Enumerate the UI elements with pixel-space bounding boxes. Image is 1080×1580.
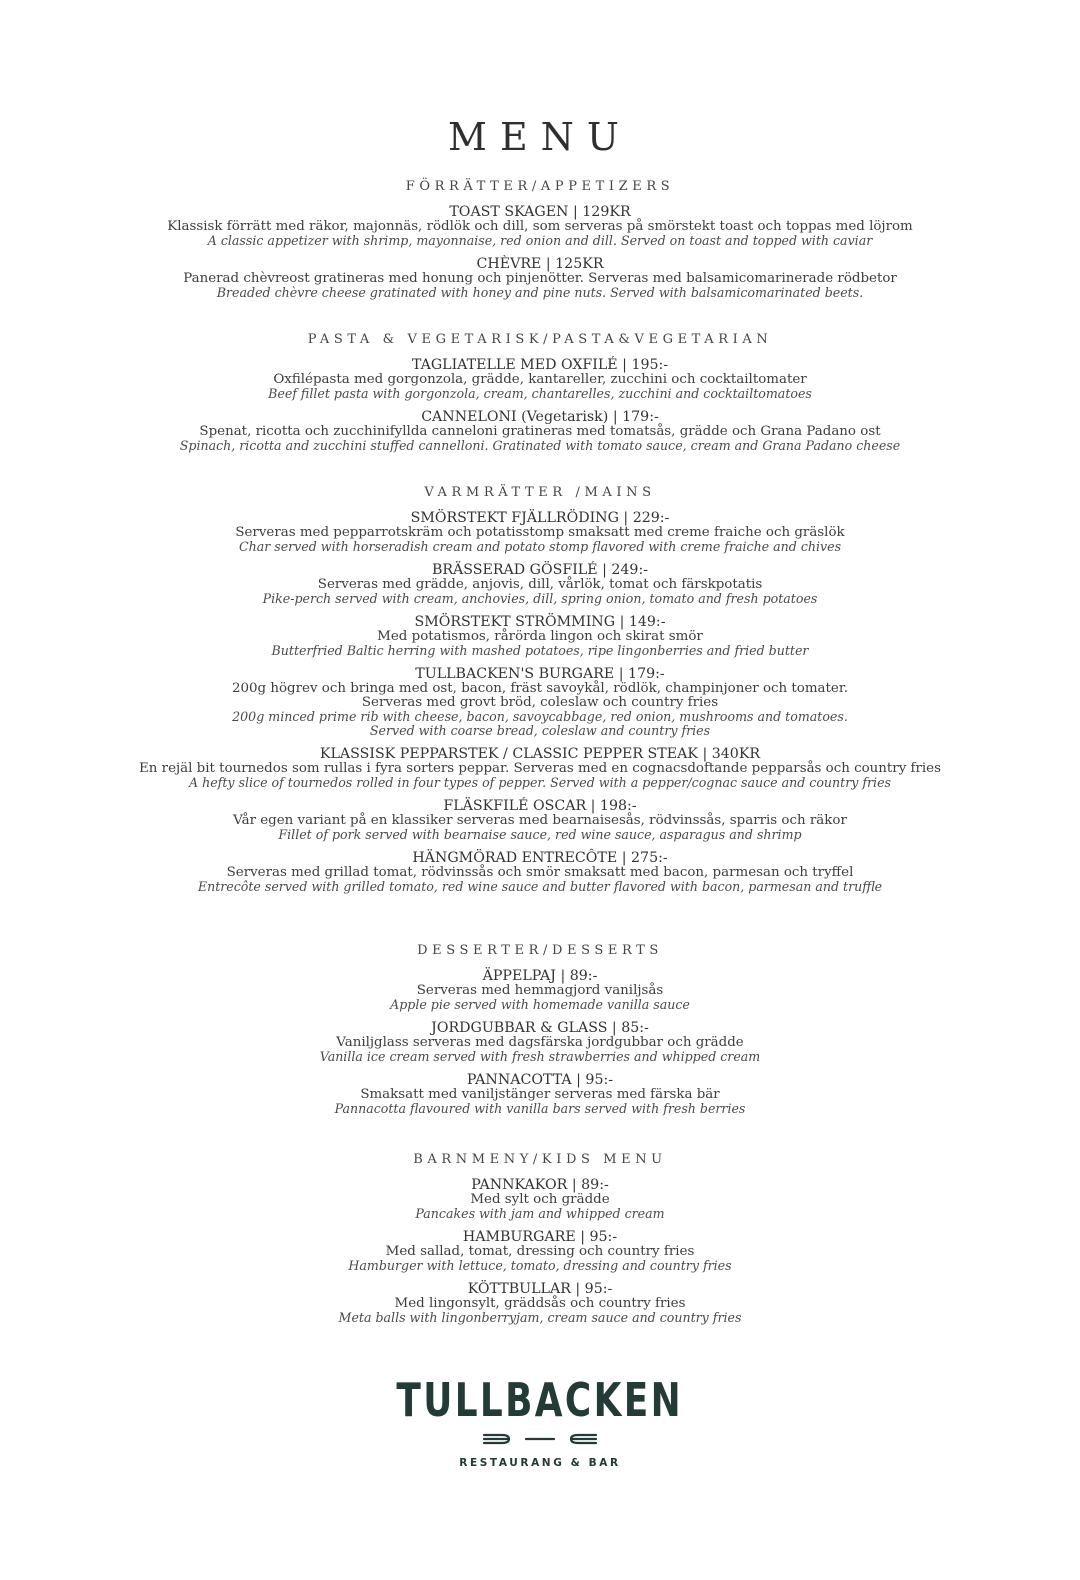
menu-item	[0, 410, 1080, 453]
item-description-english: Apple pie served with homemade vanilla sauce	[390, 997, 690, 1012]
item-description-swedish: Spenat, ricotta och zucchinifyllda canneloni gratineras med tomatsås, grädde och Grana Padano ost	[199, 424, 881, 439]
item-description-swedish: Vaniljglass serveras med dagsfärska jordgubbar och grädde	[336, 1035, 744, 1050]
item-description-english: Beef fillet pasta with gorgonzola, cream, chantarelles, zucchini and cocktailtomatoes	[268, 386, 812, 401]
item-name-price: BRÄSSERAD GÖSFILÉ | 249:-	[431, 562, 649, 578]
item-name-price: TAGLIATELLE MED OXFILÉ | 195:-	[411, 357, 669, 373]
menu-item	[0, 563, 1080, 606]
item-description-english: Pannacotta flavoured with vanilla bars served with fresh berries	[334, 1101, 746, 1116]
item-description-swedish: Serveras med grovt bröd, coleslaw och country fries	[361, 695, 719, 710]
menu-item	[0, 851, 1080, 894]
item-description-english: 200g minced prime rib with cheese, bacon, savoycabbage, red onion, mushrooms and tomatoes.	[232, 709, 848, 724]
menu-item	[0, 1073, 1080, 1116]
item-description-english: Char served with horseradish cream and potato stomp flavored with creme fraiche and chives	[238, 539, 842, 554]
item-description-swedish: Smaksatt med vaniljstänger serveras med färska bär	[360, 1087, 720, 1102]
item-name-price: HAMBURGARE | 95:-	[462, 1229, 618, 1245]
item-name-price: HÄNGMÖRAD ENTRECÔTE | 275:-	[412, 850, 668, 866]
item-description-english: A hefty slice of tournedos rolled in four types of pepper. Served with a pepper/cognac sauce and country fries	[189, 775, 891, 790]
item-name-price: TULLBACKEN'S BURGARE | 179:-	[415, 666, 665, 682]
item-description-swedish: 200g högrev och bringa med ost, bacon, fräst savoykål, rödlök, champinjoner och tomater.	[231, 681, 848, 696]
item-description-swedish: Med lingonsylt, gräddsås och country fries	[394, 1296, 686, 1311]
item-description-english: Pike-perch served with cream, anchovies, dill, spring onion, tomato and fresh potatoes	[262, 591, 818, 606]
section-pasta-vegetarian	[0, 331, 1080, 453]
item-description-swedish: Vår egen variant på en klassiker serveras med bearnaisesås, rödvinssås, sparris och räkor	[233, 813, 847, 828]
item-name-price: KLASSISK PEPPARSTEK / CLASSIC PEPPER STEAK | 340KR	[319, 746, 761, 762]
menu-item	[0, 511, 1080, 554]
section-heading: DESSERTER/DESSERTS	[417, 943, 663, 958]
knife-fork-icon	[482, 1432, 598, 1446]
restaurant-logo	[0, 1374, 1080, 1470]
item-name-price: JORDGUBBAR & GLASS | 85:-	[431, 1020, 649, 1036]
section-heading: VARMRÄTTER /MAINS	[424, 485, 656, 500]
item-description-swedish: Med sylt och grädde	[470, 1192, 610, 1207]
menu-item	[0, 799, 1080, 842]
menu-item	[0, 205, 1080, 248]
menu-item	[0, 667, 1080, 738]
item-description-english: Hamburger with lettuce, tomato, dressing and country fries	[348, 1258, 732, 1273]
menu-item	[0, 1282, 1080, 1325]
menu-item	[0, 969, 1080, 1012]
item-description-english: Entrecôte served with grilled tomato, red wine sauce and butter flavored with bacon, parmesan and truffle	[197, 879, 883, 894]
item-description-english: Meta balls with lingonberryjam, cream sauce and country fries	[338, 1310, 742, 1325]
item-description-english: Butterfried Baltic herring with mashed potatoes, ripe lingonberries and fried butter	[271, 643, 809, 658]
logo-subtitle: RESTAURANG & BAR	[459, 1457, 621, 1469]
item-description-english: Served with coarse bread, coleslaw and country fries	[369, 723, 711, 738]
menu-item	[0, 1021, 1080, 1064]
section-mains	[0, 484, 1080, 894]
section-heading: BARNMENY/KIDS MENU	[413, 1152, 667, 1167]
menu-item	[0, 747, 1080, 790]
item-description-swedish: Serveras med grädde, anjovis, dill, vårlök, tomat och färskpotatis	[317, 577, 763, 592]
menu-item	[0, 1230, 1080, 1273]
item-name-price: KÖTTBULLAR | 95:-	[467, 1281, 613, 1297]
section-heading: FÖRRÄTTER/APPETIZERS	[405, 179, 675, 194]
item-name-price: CHÈVRE | 125KR	[476, 256, 604, 272]
item-description-swedish: Serveras med grillad tomat, rödvinssås och smör smaksatt med bacon, parmesan och tryffel	[226, 865, 854, 880]
item-name-price: CANNELONI (Vegetarisk) | 179:-	[421, 409, 659, 425]
item-description-swedish: Med potatismos, rårörda lingon och skirat smör	[377, 629, 703, 644]
item-description-swedish: Med sallad, tomat, dressing och country fries	[385, 1244, 695, 1259]
section-kids-menu	[0, 1151, 1080, 1325]
section-heading: PASTA & VEGETARISK/PASTA&VEGETARIAN	[307, 332, 773, 347]
logo-name: TULLBACKEN	[396, 1373, 684, 1427]
item-name-price: TOAST SKAGEN | 129KR	[449, 204, 631, 220]
menu-item	[0, 615, 1080, 658]
item-name-price: FLÄSKFILÉ OSCAR | 198:-	[443, 798, 637, 814]
section-appetizers	[0, 178, 1080, 300]
item-description-swedish: Oxfilépasta med gorgonzola, grädde, kantareller, zucchini och cocktailtomater	[273, 372, 807, 387]
item-name-price: SMÖRSTEKT STRÖMMING | 149:-	[414, 614, 666, 630]
item-description-english: Pancakes with jam and whipped cream	[415, 1206, 665, 1221]
item-description-english: A classic appetizer with shrimp, mayonnaise, red onion and dill. Served on toast and topped with caviar	[207, 233, 873, 248]
item-description-english: Spinach, ricotta and zucchini stuffed cannelloni. Gratinated with tomato sauce, cream and Grana Padano cheese	[179, 438, 901, 453]
item-description-swedish: Panerad chèvreost gratineras med honung och pinjenötter. Serveras med balsamicomarinerade rödbetor	[183, 271, 897, 286]
item-description-swedish: En rejäl bit tournedos som rullas i fyra sorters peppar. Serveras med en cognacsdoftande pepparsås och country fries	[139, 761, 941, 776]
item-description-swedish: Serveras med pepparrotskräm och potatisstomp smaksatt med creme fraiche och gräslök	[235, 525, 845, 540]
item-description-english: Vanilla ice cream served with fresh strawberries and whipped cream	[319, 1049, 761, 1064]
item-description-english: Fillet of pork served with bearnaise sauce, red wine sauce, asparagus and shrimp	[278, 827, 802, 842]
item-name-price: ÄPPELPAJ | 89:-	[482, 968, 598, 984]
item-description-swedish: Serveras med hemmagjord vaniljsås	[416, 983, 664, 998]
item-name-price: SMÖRSTEKT FJÄLLRÖDING | 229:-	[410, 510, 670, 526]
item-description-swedish: Klassisk förrätt med räkor, majonnäs, rödlök och dill, som serveras på smörstekt toast och toppas med löjrom	[167, 219, 913, 234]
section-desserts	[0, 942, 1080, 1116]
menu-item	[0, 358, 1080, 401]
menu-item	[0, 1178, 1080, 1221]
item-name-price: PANNACOTTA | 95:-	[466, 1072, 614, 1088]
item-name-price: PANNKAKOR | 89:-	[471, 1177, 609, 1193]
menu-item	[0, 257, 1080, 300]
page-title: MENU	[448, 115, 632, 159]
item-description-english: Breaded chèvre cheese gratinated with honey and pine nuts. Served with balsamicomarinated beets.	[216, 285, 864, 300]
